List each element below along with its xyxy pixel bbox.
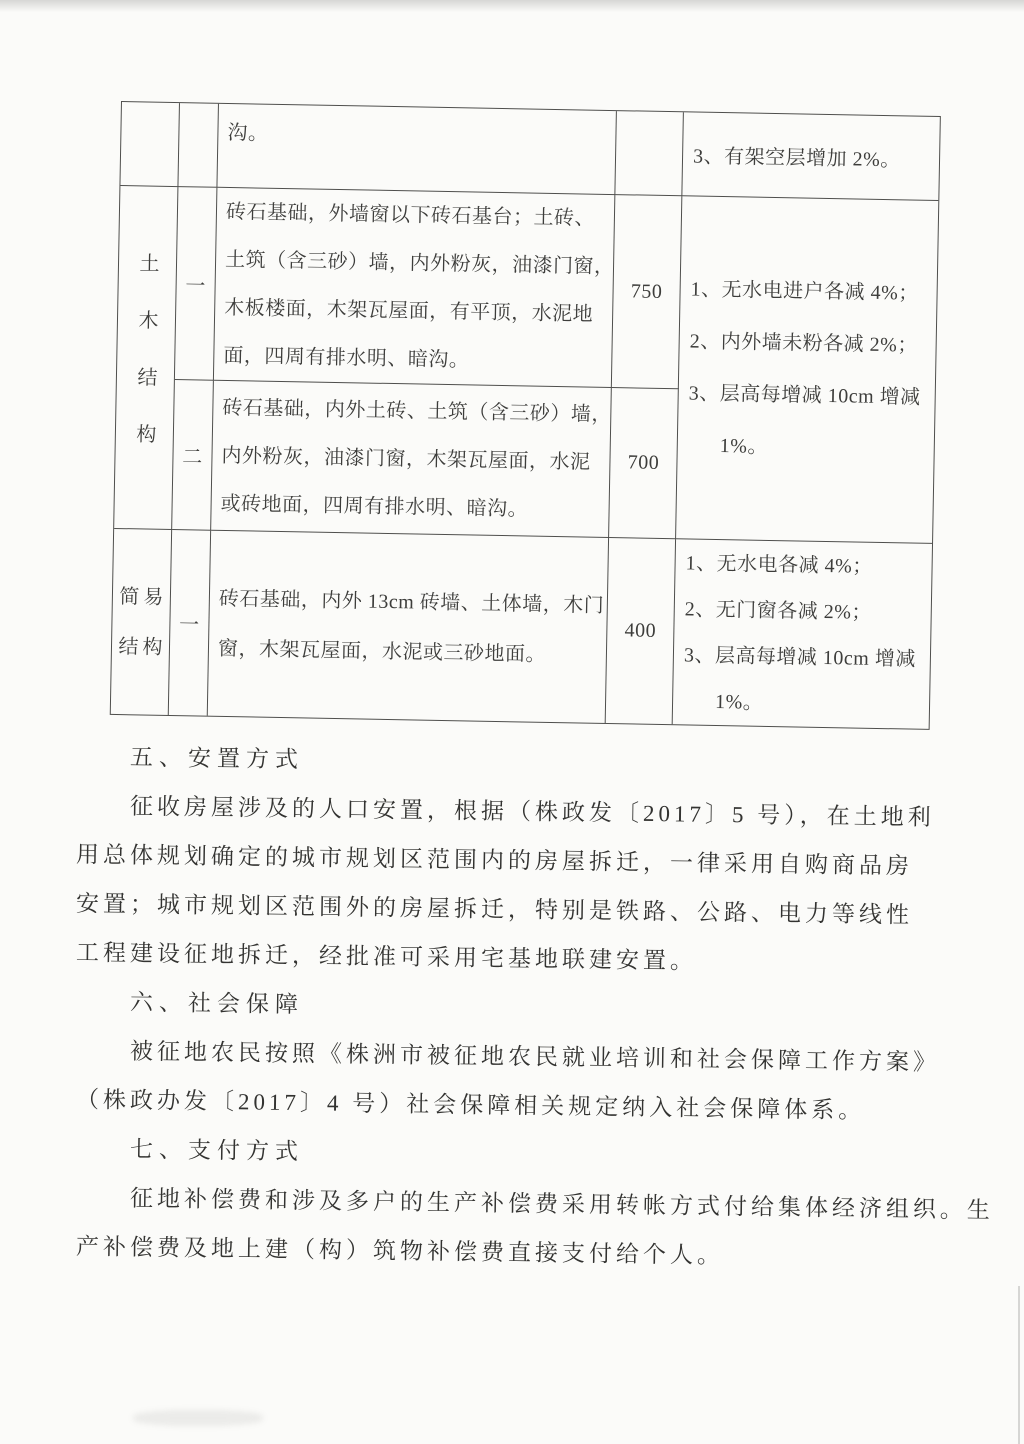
paragraph-line: 安置；城市规划区范围外的房屋拆迁，特别是铁路、公路、电力等线性: [75, 891, 914, 928]
cell-empty-number: [178, 103, 219, 188]
paragraph-line: 工程建设征地拆迁，经批准可采用宅基地联建安置。: [75, 940, 698, 974]
scan-ink-smudge: [133, 1410, 263, 1426]
structure-description: 砖石基础，外墙窗以下砖石基台；土砖、 土筑（含三砂）墙，内外粉灰，油漆门窗， 木板楼面，木架瓦屋面，有平顶，水泥地 面，四周有排水明、暗沟。: [214, 188, 615, 388]
paragraph-line: 用总体规划确定的城市规划区范围内的房屋拆迁，一律采用自购商品房: [75, 842, 914, 879]
section-heading-7: 七、支付方式: [129, 1136, 305, 1165]
scan-page-edge: [1018, 1286, 1020, 1444]
adjustment-note-partial: 3、有架空层增加 2%。: [682, 112, 939, 201]
row-group-label-jianyi: 简易 结构: [111, 529, 172, 715]
paragraph-line: 被征地农民按照《株洲市被征地农民就业培训和社会保障工作方案》: [129, 1038, 941, 1076]
document-body-text: [75, 732, 995, 1271]
unit-price: 400: [606, 538, 676, 724]
section-heading-5: 五、安置方式: [129, 744, 305, 773]
row-number: 一: [169, 530, 211, 716]
row-number: 一: [175, 187, 218, 381]
compensation-standards-table: [110, 101, 941, 730]
paragraph-line: 征地补偿费和涉及多户的生产补偿费采用转帐方式付给集体经济组织。生: [129, 1185, 995, 1223]
unit-price: 750: [612, 195, 683, 389]
scan-top-shadow: [0, 0, 1024, 12]
section-heading-6: 六、社会保障: [129, 989, 305, 1018]
paragraph-line: 产补偿费及地上建（构）筑物补偿费直接支付给个人。: [75, 1234, 725, 1269]
cell-empty-price: [615, 111, 684, 196]
structure-description: 砖石基础，内外 13cm 砖墙、土体墙，木门 窗，木架瓦屋面，水泥或三砂地面。: [208, 531, 609, 723]
adjustment-notes-tumu: 1、无水电进户各减 4%； 2、内外墙未粉各减 2%； 3、层高每增减 10cm 增减 1%。: [676, 196, 938, 544]
adjustment-notes-jianyi: 1、无水电各减 4%； 2、无门窗各减 2%； 3、层高每增减 10cm 增减 1%。: [683, 551, 917, 714]
paragraph-line: （株政办发〔2017〕4 号）社会保障相关规定纳入社会保障体系。: [75, 1087, 866, 1124]
row-group-label-tumu: 土木结构: [114, 186, 178, 530]
cell-empty-category: [120, 102, 180, 187]
row-number: 二: [172, 380, 214, 531]
unit-price: 700: [609, 388, 679, 539]
structure-description-partial: 沟。: [217, 104, 616, 195]
paragraph-line: 征收房屋涉及的人口安置，根据（株政发〔2017〕5 号），在土地利: [129, 793, 935, 830]
structure-description: 砖石基础，内外土砖、土筑（含三砂）墙， 内外粉灰，油漆门窗，木架瓦屋面，水泥 或砖地面，四周有排水明、暗沟。: [211, 381, 612, 538]
